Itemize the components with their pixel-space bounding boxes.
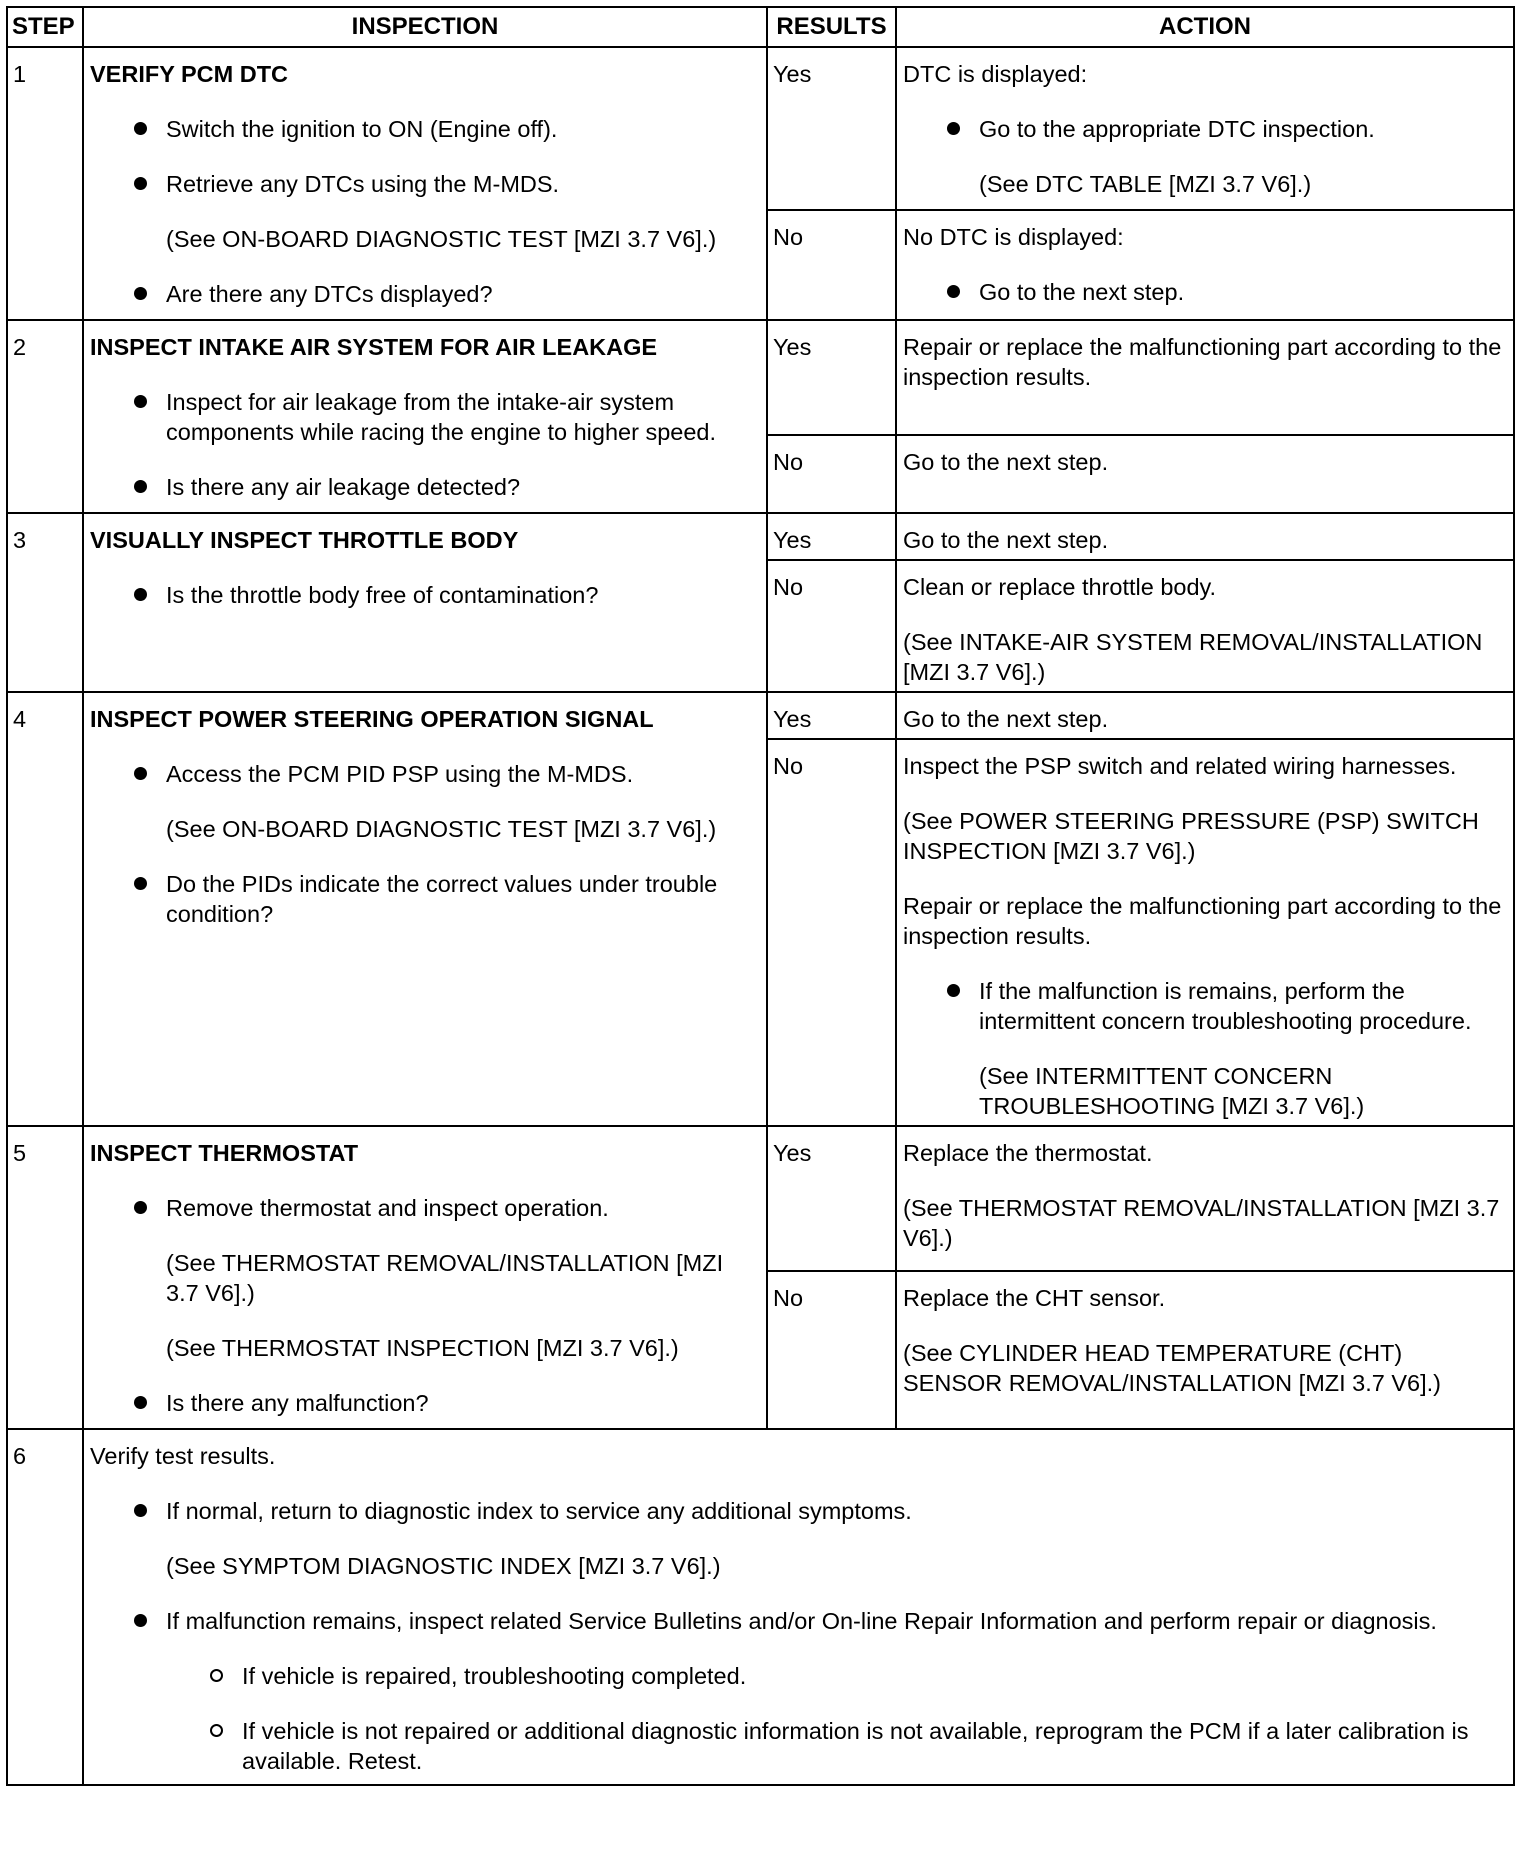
diagnostic-procedure-document	[6, 6, 1513, 1786]
bullet-icon	[134, 588, 147, 601]
step-title: Verify test results.	[90, 1443, 276, 1469]
step-number: 6	[7, 1429, 83, 1785]
step-title: VISUALLY INSPECT THROTTLE BODY	[90, 527, 519, 553]
circle-bullet-icon	[210, 1724, 223, 1737]
list-item: Inspect for air leakage from the intake-air system components while racing the engine to higher speed.	[90, 387, 756, 447]
action-cell: Replace the CHT sensor. (See CYLINDER HEAD TEMPERATURE (CHT) SENSOR REMOVAL/INSTALLATION [MZI 3.7 V6].)	[896, 1271, 1514, 1429]
action-cell: Inspect the PSP switch and related wiring harnesses. (See POWER STEERING PRESSURE (PSP) SWITCH INSPECTION [MZI 3.7 V6].) Repair or replace the malfunctioning part according to the inspection results. If the malfunction is remains, perform the intermittent concern troubleshooting procedure. (See INTERMITTENT CONCERN TROUBLESHOOTING [MZI 3.7 V6].)	[896, 739, 1514, 1126]
list-item: If vehicle is repaired, troubleshooting completed.	[90, 1661, 1503, 1691]
reference-text: (See THERMOSTAT REMOVAL/INSTALLATION [MZI 3.7 V6].)	[166, 1250, 724, 1306]
result-no: No	[767, 435, 896, 513]
reference-text: (See THERMOSTAT INSPECTION [MZI 3.7 V6].)	[166, 1335, 679, 1361]
table-header-row	[7, 7, 1514, 47]
header-inspection: INSPECTION	[83, 7, 767, 47]
list-item: Is there any malfunction?	[90, 1388, 756, 1418]
bullet-icon	[134, 1504, 147, 1517]
reference-text: (See SYMPTOM DIAGNOSTIC INDEX [MZI 3.7 V6].)	[166, 1553, 721, 1579]
action-cell: DTC is displayed: Go to the appropriate DTC inspection. (See DTC TABLE [MZI 3.7 V6].)	[896, 47, 1514, 210]
reference-text: (See INTERMITTENT CONCERN TROUBLESHOOTING [MZI 3.7 V6].)	[979, 1063, 1365, 1119]
list-item: Is the throttle body free of contamination?	[90, 580, 756, 610]
step-number: 2	[7, 320, 83, 513]
action-cell: Repair or replace the malfunctioning part according to the inspection results.	[896, 320, 1514, 435]
bullet-icon	[134, 395, 147, 408]
step-number: 1	[7, 47, 83, 320]
step-number: 3	[7, 513, 83, 692]
bullet-icon	[947, 984, 960, 997]
list-item: If malfunction remains, inspect related Service Bulletins and/or On-line Repair Information and perform repair or diagnosis.	[90, 1606, 1503, 1636]
result-yes: Yes	[767, 320, 896, 435]
inspection-cell	[83, 1126, 767, 1429]
result-no: No	[767, 560, 896, 692]
list-item: Is there any air leakage detected?	[90, 472, 756, 502]
reference-text: (See ON-BOARD DIAGNOSTIC TEST [MZI 3.7 V6].)	[166, 816, 717, 842]
table-row	[7, 1429, 1514, 1785]
reference-text: (See DTC TABLE [MZI 3.7 V6].)	[979, 171, 1312, 197]
header-results: RESULTS	[767, 7, 896, 47]
action-cell: Replace the thermostat. (See THERMOSTAT REMOVAL/INSTALLATION [MZI 3.7 V6].)	[896, 1126, 1514, 1271]
list-item: Switch the ignition to ON (Engine off).	[90, 114, 756, 144]
bullet-icon	[134, 287, 147, 300]
result-no: No	[767, 1271, 896, 1429]
list-item: Are there any DTCs displayed?	[90, 279, 756, 309]
action-cell: Go to the next step.	[896, 435, 1514, 513]
action-cell: Go to the next step.	[896, 692, 1514, 739]
circle-bullet-icon	[210, 1669, 223, 1682]
reference-text: (See INTAKE-AIR SYSTEM REMOVAL/INSTALLATION [MZI 3.7 V6].)	[903, 629, 1483, 685]
step-title: INSPECT POWER STEERING OPERATION SIGNAL	[90, 706, 654, 732]
bullet-icon	[947, 285, 960, 298]
diagnostic-table	[6, 6, 1515, 1786]
table-row	[7, 320, 1514, 435]
bullet-icon	[134, 877, 147, 890]
list-item: Retrieve any DTCs using the M-MDS.	[90, 169, 756, 199]
table-row	[7, 47, 1514, 210]
inspection-cell	[83, 692, 767, 1126]
inspection-cell	[83, 1429, 1514, 1785]
result-yes: Yes	[767, 513, 896, 560]
action-cell: No DTC is displayed: Go to the next step.	[896, 210, 1514, 320]
table-row	[7, 1126, 1514, 1271]
reference-text: (See POWER STEERING PRESSURE (PSP) SWITCH INSPECTION [MZI 3.7 V6].)	[903, 808, 1479, 864]
table-row	[7, 692, 1514, 739]
bullet-icon	[134, 480, 147, 493]
list-item: Do the PIDs indicate the correct values under trouble condition?	[90, 869, 756, 929]
step-title: INSPECT THERMOSTAT	[90, 1140, 359, 1166]
header-step: STEP	[7, 7, 83, 47]
header-action: ACTION	[896, 7, 1514, 47]
result-yes: Yes	[767, 1126, 896, 1271]
list-item: Go to the appropriate DTC inspection.	[903, 114, 1507, 144]
step-number: 4	[7, 692, 83, 1126]
result-no: No	[767, 210, 896, 320]
list-item: If vehicle is not repaired or additional diagnostic information is not available, reprogram the PCM if a later calibration is available. Retest.	[90, 1716, 1503, 1776]
bullet-icon	[947, 122, 960, 135]
list-item: If normal, return to diagnostic index to service any additional symptoms.	[90, 1496, 1503, 1526]
result-no: No	[767, 739, 896, 1126]
list-item: Access the PCM PID PSP using the M-MDS.	[90, 759, 756, 789]
step-title: VERIFY PCM DTC	[90, 61, 289, 87]
inspection-cell	[83, 320, 767, 513]
bullet-icon	[134, 177, 147, 190]
reference-text: (See ON-BOARD DIAGNOSTIC TEST [MZI 3.7 V6].)	[166, 226, 717, 252]
bullet-icon	[134, 1201, 147, 1214]
step-number: 5	[7, 1126, 83, 1429]
reference-text: (See CYLINDER HEAD TEMPERATURE (CHT) SENSOR REMOVAL/INSTALLATION [MZI 3.7 V6].)	[903, 1340, 1442, 1396]
reference-text: (See THERMOSTAT REMOVAL/INSTALLATION [MZI 3.7 V6].)	[903, 1195, 1500, 1251]
list-item: Remove thermostat and inspect operation.	[90, 1193, 756, 1223]
list-item: If the malfunction is remains, perform the intermittent concern troubleshooting procedure.	[903, 976, 1507, 1036]
bullet-icon	[134, 122, 147, 135]
action-cell: Clean or replace throttle body. (See INTAKE-AIR SYSTEM REMOVAL/INSTALLATION [MZI 3.7 V6].)	[896, 560, 1514, 692]
result-yes: Yes	[767, 692, 896, 739]
bullet-icon	[134, 767, 147, 780]
step-title: INSPECT INTAKE AIR SYSTEM FOR AIR LEAKAGE	[90, 334, 658, 360]
inspection-cell	[83, 513, 767, 692]
table-row	[7, 513, 1514, 560]
result-yes: Yes	[767, 47, 896, 210]
bullet-icon	[134, 1614, 147, 1627]
bullet-icon	[134, 1396, 147, 1409]
inspection-cell	[83, 47, 767, 320]
action-cell: Go to the next step.	[896, 513, 1514, 560]
list-item: Go to the next step.	[903, 277, 1507, 307]
